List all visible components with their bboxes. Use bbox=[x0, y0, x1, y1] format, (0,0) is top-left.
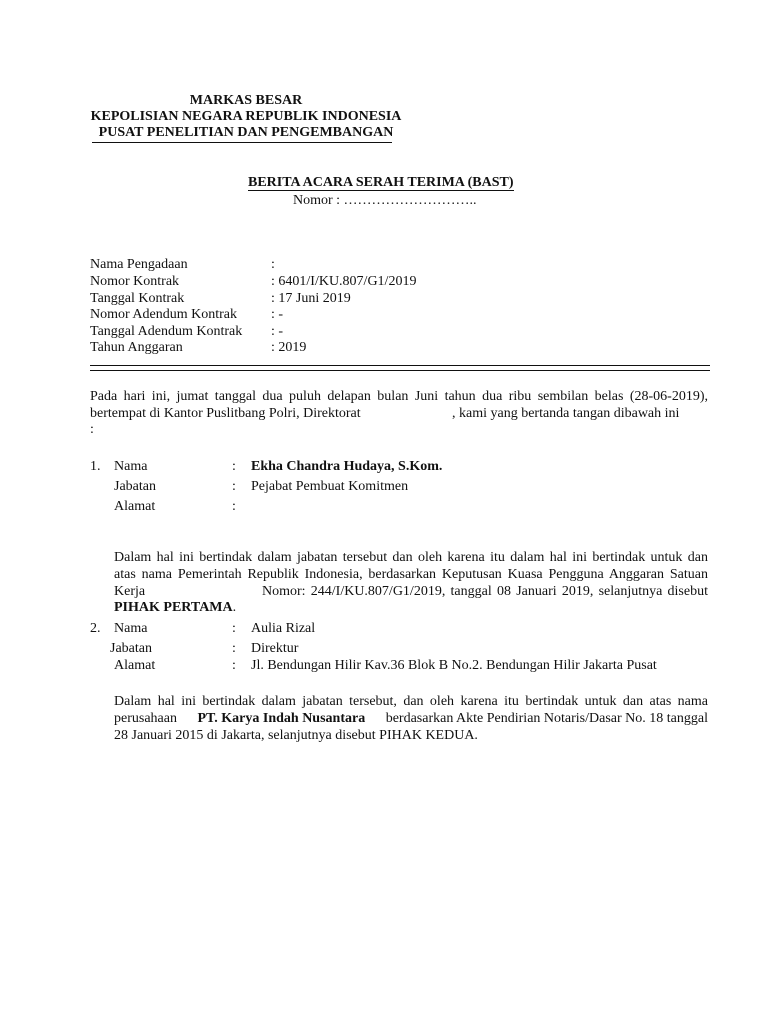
party-1-field-label: Jabatan bbox=[114, 479, 156, 494]
document-number: Nomor : ……………………….. bbox=[293, 193, 477, 208]
info-label: Nama Pengadaan bbox=[90, 257, 188, 272]
info-label: Nomor Kontrak bbox=[90, 274, 180, 289]
party-1-para-line-3a: Kerja bbox=[114, 584, 146, 599]
party-1-designation-period: . bbox=[232, 600, 237, 615]
party-2-para-line-1: Dalam hal ini bertindak dalam jabatan tersebut, dan oleh karena itu bertindak untuk dan atas nama bbox=[114, 694, 708, 709]
party-1-position: Pejabat Pembuat Komitmen bbox=[251, 479, 409, 494]
section-divider bbox=[90, 365, 710, 371]
party-1-para-line-1: Dalam hal ini bertindak dalam jabatan tersebut dan oleh karena itu dalam hal ini bertindak untuk dan bbox=[114, 550, 708, 565]
party-2-para-word: perusahaan bbox=[114, 711, 177, 726]
party-2-field-label: Nama bbox=[114, 621, 148, 636]
party-1-field-colon: : bbox=[232, 499, 236, 514]
intro-line-1: Pada hari ini, jumat tanggal dua puluh delapan bulan Juni tahun dua ribu sembilan belas (28-06-2019), bbox=[90, 389, 708, 404]
info-label: Tanggal Adendum Kontrak bbox=[90, 324, 243, 339]
intro-line-2b: , kami yang bertanda tangan dibawah ini bbox=[452, 406, 680, 421]
party-1-field-label: Nama bbox=[114, 459, 148, 474]
party-2-field-colon: : bbox=[232, 621, 236, 636]
party-2-number: 2. bbox=[90, 621, 101, 636]
intro-line-2a: bertempat di Kantor Puslitbang Polri, Direktorat bbox=[90, 406, 361, 421]
party-2-para-line-3: 28 Januari 2015 di Jakarta, selanjutnya disebut PIHAK KEDUA. bbox=[114, 728, 478, 743]
party-2-name: Aulia Rizal bbox=[251, 621, 316, 636]
info-value: : 6401/I/KU.807/G1/2019 bbox=[271, 274, 417, 289]
party-1-field-colon: : bbox=[232, 459, 236, 474]
info-label: Tahun Anggaran bbox=[90, 340, 183, 355]
info-value: : - bbox=[271, 324, 284, 339]
info-value: : - bbox=[271, 307, 284, 322]
party-1-number: 1. bbox=[90, 459, 101, 474]
letterhead-line-2: KEPOLISIAN NEGARA REPUBLIK INDONESIA bbox=[90, 109, 402, 124]
party-2-address: Jl. Bendungan Hilir Kav.36 Blok B No.2. Bendungan Hilir Jakarta Pusat bbox=[251, 658, 657, 673]
info-label: Tanggal Kontrak bbox=[90, 291, 185, 306]
party-2-field-colon: : bbox=[232, 641, 236, 656]
info-value: : 2019 bbox=[271, 340, 307, 355]
letterhead-line-3: PUSAT PENELITIAN DAN PENGEMBANGAN bbox=[98, 125, 394, 140]
party-2-field-label: Jabatan bbox=[110, 641, 152, 656]
intro-line-3: : bbox=[90, 422, 94, 437]
party-2-position: Direktur bbox=[251, 641, 299, 656]
party-1-para-line-3b: Nomor: 244/I/KU.807/G1/2019, tanggal 08 Januari 2019, selanjutnya disebut bbox=[262, 584, 708, 599]
party-2-para-rest: berdasarkan Akte Pendirian Notaris/Dasar No. 18 tanggal bbox=[385, 711, 708, 726]
party-1-field-label: Alamat bbox=[114, 499, 156, 514]
info-value: : 17 Juni 2019 bbox=[271, 291, 351, 306]
party-1-name: Ekha Chandra Hudaya, S.Kom. bbox=[251, 459, 443, 474]
party-2-field-label: Alamat bbox=[114, 658, 156, 673]
document-title: BERITA ACARA SERAH TERIMA (BAST) bbox=[248, 175, 514, 190]
party-1-para-line-2: atas nama Pemerintah Republik Indonesia, berdasarkan Keputusan Kuasa Pengguna Anggaran Satuan bbox=[114, 567, 708, 582]
info-value: : bbox=[271, 257, 275, 272]
letterhead-line-1: MARKAS BESAR bbox=[189, 93, 303, 108]
letterhead-underline bbox=[92, 142, 392, 143]
party-2-company-name: PT. Karya Indah Nusantara bbox=[197, 711, 366, 726]
party-1-field-colon: : bbox=[232, 479, 236, 494]
party-2-field-colon: : bbox=[232, 658, 236, 673]
party-1-designation: PIHAK PERTAMA bbox=[114, 600, 233, 615]
party-2-para-line-2 bbox=[114, 710, 708, 727]
info-label: Nomor Adendum Kontrak bbox=[90, 307, 237, 322]
letterhead bbox=[90, 93, 402, 141]
